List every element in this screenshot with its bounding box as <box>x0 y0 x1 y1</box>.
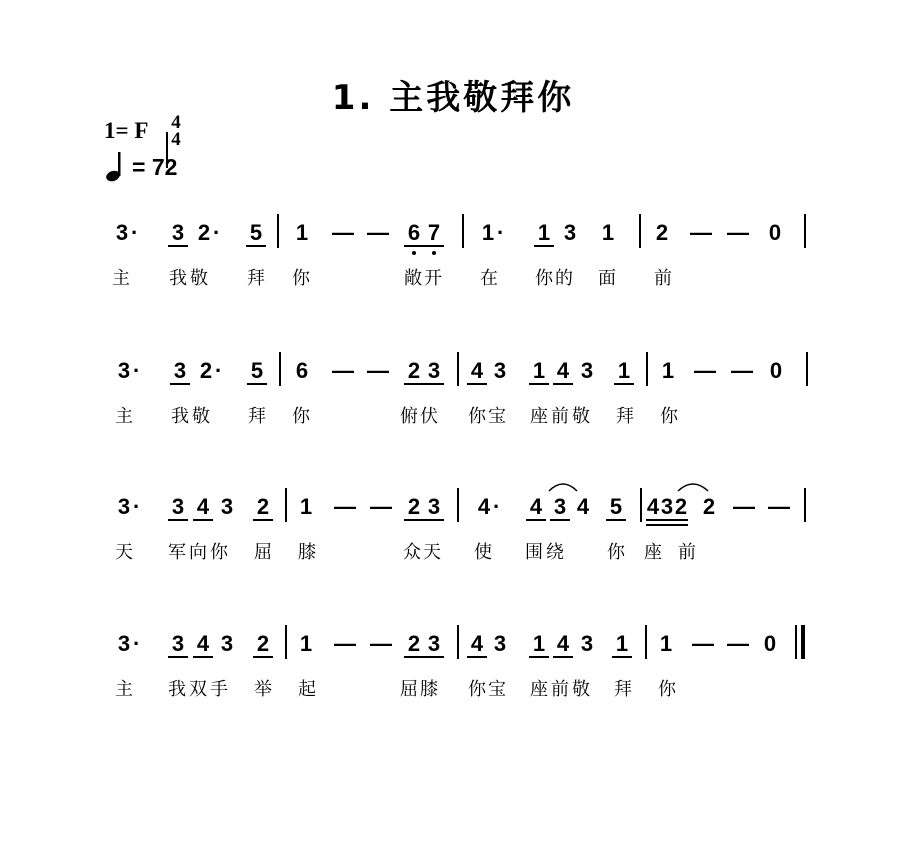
note: 3 <box>493 358 507 383</box>
note: 1 <box>612 633 632 658</box>
note: 1 <box>481 220 495 245</box>
note: 4 <box>526 496 546 521</box>
lyric: 主 <box>115 679 133 700</box>
lyric: 主 <box>112 268 130 289</box>
note: 3 <box>493 631 507 656</box>
barline <box>645 625 647 659</box>
lyric: 你 <box>658 679 676 700</box>
note: 3 <box>424 496 444 521</box>
note: 4 <box>477 494 491 519</box>
key-label: 1= F <box>104 118 149 143</box>
dash: — <box>334 631 356 656</box>
note: 3 <box>660 494 674 519</box>
note: 3 <box>580 358 594 383</box>
lyric: 座 <box>644 542 662 563</box>
lyric: 起 <box>298 679 316 700</box>
note: 2 <box>404 496 424 521</box>
dash: — <box>692 631 714 656</box>
note: 3 <box>424 633 444 658</box>
lyric: 拜 <box>614 679 632 700</box>
note: 3 <box>580 631 594 656</box>
note: 1 <box>661 358 675 383</box>
note: 1 <box>614 360 634 385</box>
dash: — <box>727 631 749 656</box>
note: 2 <box>702 494 716 519</box>
aug-dot: · <box>133 358 141 383</box>
note: 4 <box>646 494 660 519</box>
note: 1 <box>659 631 673 656</box>
note: 6 <box>404 222 424 247</box>
note: 3 <box>424 360 444 385</box>
double-underline <box>646 524 688 526</box>
dash: — <box>727 220 749 245</box>
lyric: 你 <box>607 542 625 563</box>
barline <box>804 214 806 248</box>
dash: — <box>332 220 354 245</box>
song-title: 1. 主我敬拜你 <box>331 78 575 118</box>
note: 2 <box>404 633 424 658</box>
note: 0 <box>769 358 783 383</box>
final-barline-thick <box>801 625 805 659</box>
lyric: 你 <box>292 268 310 289</box>
note: 3 <box>168 496 188 521</box>
lyric: 拜 <box>248 406 266 427</box>
note: 3 <box>220 631 234 656</box>
lyric: 我敬 <box>171 406 213 427</box>
score-row-3 <box>0 494 906 574</box>
note: 3 <box>550 496 570 521</box>
lyric: 座前敬 <box>530 406 593 427</box>
note: 0 <box>768 220 782 245</box>
barline <box>457 625 459 659</box>
dash: — <box>367 358 389 383</box>
note: 3 <box>220 494 234 519</box>
note: 4 <box>467 360 487 385</box>
note: 1 <box>529 633 549 658</box>
note: 6 <box>295 358 309 383</box>
note: 5 <box>247 360 267 385</box>
tempo-value: = 72 <box>132 154 178 180</box>
time-signature <box>166 114 186 148</box>
lyric: 众天 <box>403 542 443 563</box>
note: 4 <box>193 633 213 658</box>
note: 3 <box>168 633 188 658</box>
note: 2 <box>674 494 688 519</box>
barline <box>285 488 287 522</box>
note: 3 <box>117 494 131 519</box>
lyric: 你 <box>292 406 310 427</box>
lyric: 你宝 <box>468 679 508 700</box>
barline <box>457 488 459 522</box>
lyric: 军向你 <box>168 542 231 563</box>
note: 4 <box>553 633 573 658</box>
note: 2 <box>199 358 213 383</box>
lyric: 使 <box>474 542 492 563</box>
lyric: 屈膝 <box>400 679 440 700</box>
barline <box>457 352 459 386</box>
barline <box>640 488 642 522</box>
note: 4 <box>576 494 590 519</box>
note: 3 <box>563 220 577 245</box>
time-top: 4 <box>171 112 181 133</box>
barline <box>462 214 464 248</box>
lyric: 前 <box>654 268 672 289</box>
barline <box>806 352 808 386</box>
lyric: 天 <box>115 542 133 563</box>
dash: — <box>370 494 392 519</box>
lyric: 座前敬 <box>530 679 593 700</box>
note: 3 <box>168 222 188 247</box>
note: 1 <box>534 222 554 247</box>
slur-icon <box>547 480 579 492</box>
dash: — <box>367 220 389 245</box>
final-barline-thin <box>795 625 797 659</box>
barline <box>279 352 281 386</box>
barline <box>804 488 806 522</box>
score-row-4 <box>0 631 906 711</box>
score-row-2 <box>0 358 906 438</box>
dash: — <box>694 358 716 383</box>
note: 4 <box>193 496 213 521</box>
note: 2 <box>404 360 424 385</box>
note: 7 <box>424 222 444 247</box>
barline <box>277 214 279 248</box>
aug-dot: · <box>497 220 505 245</box>
note: 2 <box>655 220 669 245</box>
lyric: 敞开 <box>404 268 444 289</box>
barline <box>646 352 648 386</box>
note: 3 <box>170 360 190 385</box>
lyric: 你的 <box>535 268 575 289</box>
note: 5 <box>606 496 626 521</box>
dash: — <box>370 631 392 656</box>
note: 3 <box>117 631 131 656</box>
lyric: 在 <box>480 268 498 289</box>
lyric: 拜 <box>247 268 265 289</box>
dash: — <box>768 494 790 519</box>
note: 3 <box>117 358 131 383</box>
low-octave-dot <box>432 251 436 255</box>
low-octave-dot <box>412 251 416 255</box>
note: 4 <box>467 633 487 658</box>
note: 2 <box>197 220 211 245</box>
aug-dot: · <box>215 358 223 383</box>
note: 4 <box>553 360 573 385</box>
aug-dot: · <box>133 494 141 519</box>
lyric: 围绕 <box>525 542 567 563</box>
lyric: 屈 <box>254 542 272 563</box>
score-row-1 <box>0 220 906 300</box>
lyric: 你宝 <box>468 406 508 427</box>
aug-dot: · <box>131 220 139 245</box>
lyric: 拜 <box>616 406 634 427</box>
lyric: 俯伏 <box>400 406 440 427</box>
aug-dot: · <box>213 220 221 245</box>
lyric: 前 <box>678 542 696 563</box>
lyric: 你 <box>660 406 678 427</box>
note: 5 <box>246 222 266 247</box>
note: 1 <box>299 494 313 519</box>
aug-dot: · <box>493 494 501 519</box>
dash: — <box>733 494 755 519</box>
note: 0 <box>763 631 777 656</box>
dash: — <box>690 220 712 245</box>
lyric: 主 <box>115 406 133 427</box>
lyric: 举 <box>254 679 272 700</box>
note: 2 <box>253 633 273 658</box>
note: 2 <box>253 496 273 521</box>
lyric: 我双手 <box>168 679 231 700</box>
dash: — <box>332 358 354 383</box>
aug-dot: · <box>133 631 141 656</box>
note: 1 <box>295 220 309 245</box>
dash: — <box>731 358 753 383</box>
barline <box>285 625 287 659</box>
note: 3 <box>115 220 129 245</box>
lyric: 面 <box>598 268 616 289</box>
barline <box>639 214 641 248</box>
note: 1 <box>299 631 313 656</box>
lyric: 我敬 <box>169 268 211 289</box>
note: 1 <box>601 220 615 245</box>
note: 1 <box>529 360 549 385</box>
quarter-note-icon <box>104 150 128 184</box>
lyric: 膝 <box>298 542 316 563</box>
dash: — <box>334 494 356 519</box>
slur-icon <box>676 480 710 492</box>
time-bottom: 4 <box>171 129 181 150</box>
